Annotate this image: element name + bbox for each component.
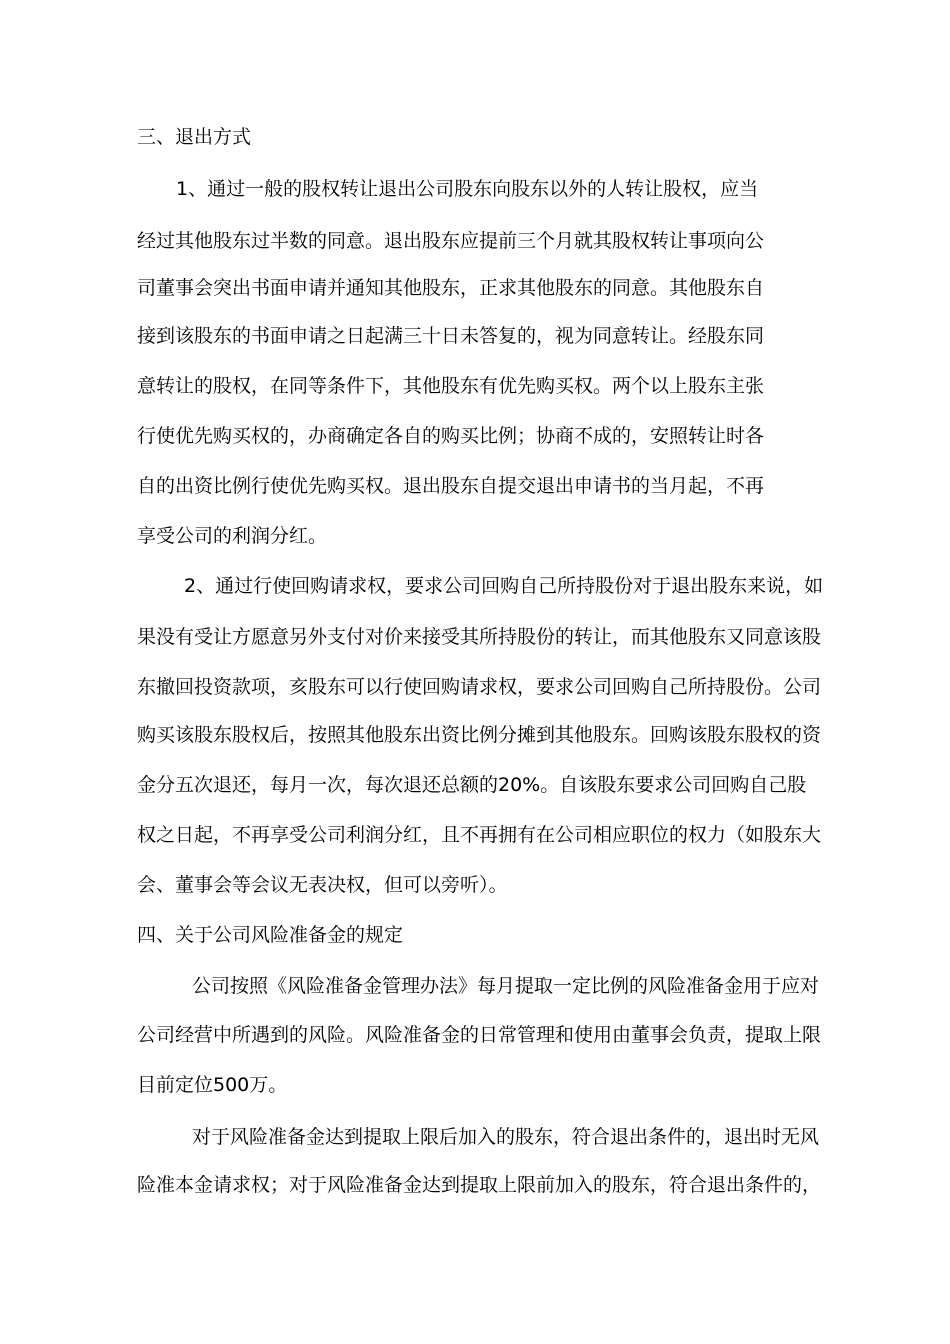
para1-line-6: 行使优先购买权的，办商确定各自的购买比例；协商不成的，安照转让时各 (137, 425, 765, 447)
para1-line-3: 司董事会突出书面申请并通知其他股东，正求其他股东的同意。其他股东自 (137, 277, 765, 299)
para3-line-3: 目前定位500万。 (137, 1074, 288, 1096)
para1-line-5: 意转让的股权，在同等条件下，其他股东有优先购买权。两个以上股东主张 (137, 375, 765, 397)
para2-line-3: 东撤回投资款项，亥股东可以行使回购请求权，要求公司回购自己所持股份。公司 (137, 676, 822, 698)
para2-line-2: 果没有受让方愿意另外支付对价来接受其所持股份的转让，而其他股东又同意该股 (137, 626, 822, 648)
para1-line-1: 1、通过一般的股权转让退出公司股东向股东以外的人转让股权，应当 (176, 178, 759, 200)
para2-line-6: 权之日起，不再享受公司利润分红，且不再拥有在公司相应职位的权力（如股东大 (137, 824, 822, 846)
para3-line-1: 公司按照《风险准备金管理办法》每月提取一定比例的风险准备金用于应对 (192, 975, 820, 997)
para2-line-7: 会、董事会等会议无表决权，但可以旁听）。 (137, 874, 508, 896)
section3-heading: 三、退出方式 (137, 126, 252, 148)
para2-line-5: 金分五次退还，每月一次，每次退还总额的20%。自该股东要求公司回购自己股 (137, 774, 807, 796)
para1-line-8: 享受公司的利润分红。 (137, 525, 328, 547)
para3-line-2: 公司经营中所遇到的风险。风险准备金的日常管理和使用由董事会负责，提取上限 (137, 1024, 822, 1046)
section4-heading: 四、关于公司风险准备金的规定 (137, 924, 404, 946)
para1-line-2: 经过其他股东过半数的同意。退出股东应提前三个月就其股权转让事项向公 (137, 230, 765, 252)
para4-line-2: 险准本金请求权；对于风险准备金达到提取上限前加入的股东，符合退出条件的， (137, 1174, 822, 1196)
para4-line-1: 对于风险准备金达到提取上限后加入的股东，符合退出条件的，退出时无风 (192, 1126, 820, 1148)
para1-line-7: 自的出资比例行使优先购买权。退出股东自提交退出申请书的当月起，不再 (137, 475, 765, 497)
para2-line-1: 2、通过行使回购请求权，要求公司回购自己所持股份对于退出股东来说，如 (184, 575, 824, 597)
para2-line-4: 购买该股东股权后，按照其他股东出资比例分摊到其他股东。回购该股东股权的资 (137, 724, 822, 746)
para1-line-4: 接到该股东的书面申请之日起满三十日未答复的，视为同意转让。经股东同 (137, 325, 765, 347)
